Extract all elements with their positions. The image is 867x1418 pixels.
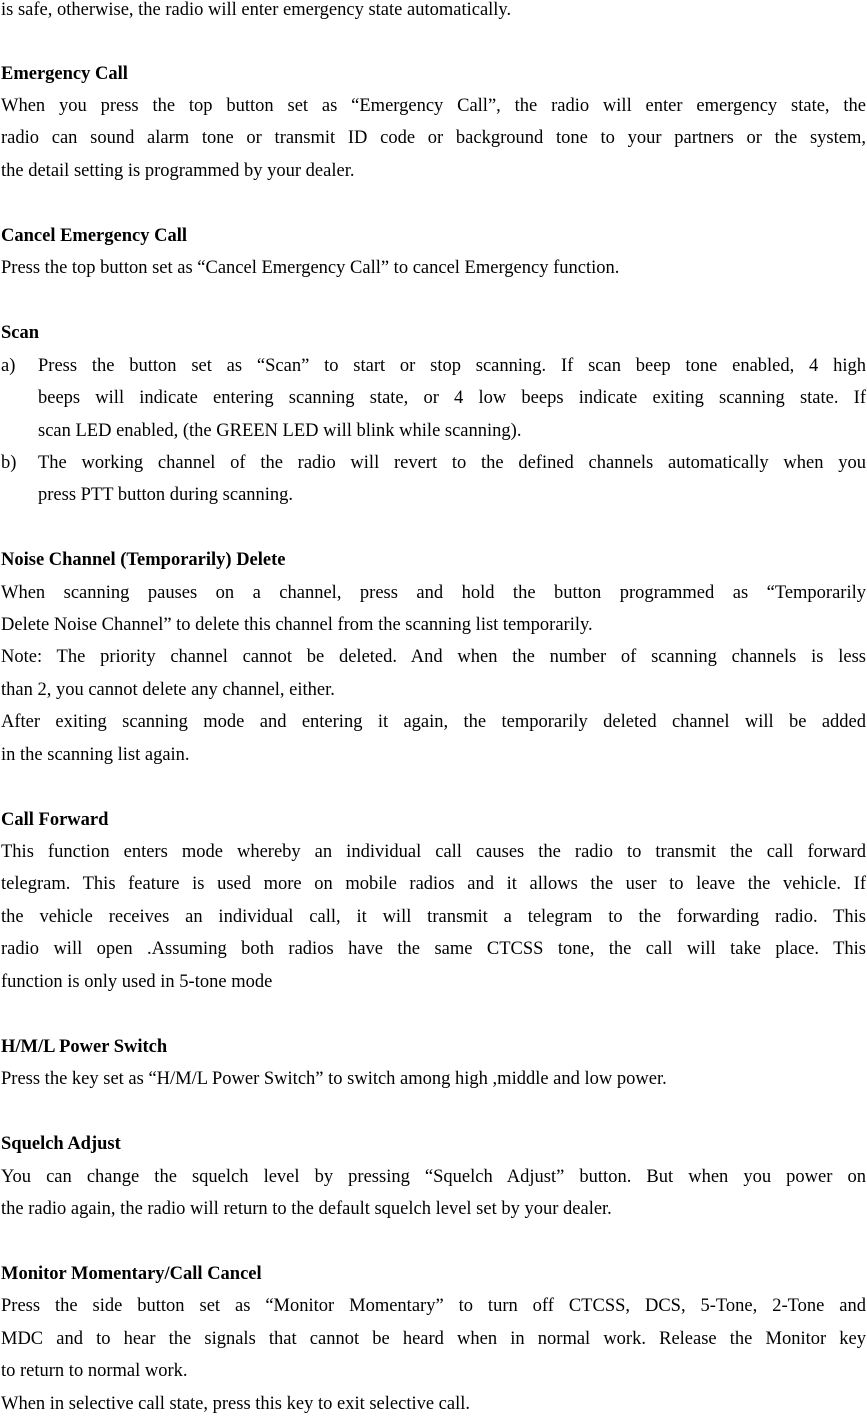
call-forward-line: the vehicle receives an individual call, it will transmit a telegram to the forwarding radio. This [1, 907, 866, 927]
scan-item-b-line: press PTT button during scanning. [38, 485, 294, 505]
cancel-emergency-line: Press the top button set as “Cancel Emergency Call” to cancel Emergency function. [1, 258, 620, 278]
call-forward-line: This function enters mode whereby an individual call causes the radio to transmit the call forward [1, 842, 866, 862]
emergency-call-heading: Emergency Call [1, 64, 128, 84]
squelch-heading: Squelch Adjust [1, 1134, 121, 1154]
scan-item-b-line: The working channel of the radio will revert to the defined channels automatically when you [38, 453, 866, 473]
noise-delete-line: After exiting scanning mode and entering it again, the temporarily deleted channel will be added [1, 712, 866, 732]
monitor-line: Press the side button set as “Monitor Momentary” to turn off CTCSS, DCS, 5-Tone, 2-Tone and [1, 1296, 866, 1316]
call-forward-line: function is only used in 5-tone mode [1, 972, 273, 992]
emergency-call-line: radio can sound alarm tone or transmit ID code or background tone to your partners or the system, [1, 128, 866, 148]
scan-item-a-line: scan LED enabled, (the GREEN LED will blink while scanning). [38, 421, 522, 441]
intro-text: is safe, otherwise, the radio will enter emergency state automatically. [1, 0, 512, 20]
noise-delete-line: Delete Noise Channel” to delete this channel from the scanning list temporarily. [1, 615, 593, 635]
call-forward-heading: Call Forward [1, 810, 109, 830]
emergency-call-line: the detail setting is programmed by your dealer. [1, 161, 355, 181]
scan-item-a-line: Press the button set as “Scan” to start or stop scanning. If scan beep tone enabled, 4 high [38, 356, 866, 376]
noise-delete-line: When scanning pauses on a channel, press and hold the button programmed as “Temporarily [1, 583, 866, 603]
emergency-call-line: When you press the top button set as “Emergency Call”, the radio will enter emergency state, the [1, 96, 866, 116]
monitor-heading: Monitor Momentary/Call Cancel [1, 1264, 262, 1284]
scan-item-b-marker: b) [1, 453, 17, 473]
call-forward-line: telegram. This feature is used more on mobile radios and it allows the user to leave the vehicle. If [1, 874, 866, 894]
noise-delete-line: Note: The priority channel cannot be deleted. And when the number of scanning channels is less [1, 647, 866, 667]
scan-heading: Scan [1, 323, 40, 343]
scan-item-a-line: beeps will indicate entering scanning state, or 4 low beeps indicate exiting scanning state. If [38, 388, 866, 408]
power-switch-heading: H/M/L Power Switch [1, 1037, 168, 1057]
noise-delete-line: than 2, you cannot delete any channel, either. [1, 680, 335, 700]
monitor-line: When in selective call state, press this key to exit selective call. [1, 1394, 471, 1414]
monitor-line: to return to normal work. [1, 1361, 188, 1381]
power-switch-line: Press the key set as “H/M/L Power Switch” to switch among high ,middle and low power. [1, 1069, 667, 1089]
noise-delete-line: in the scanning list again. [1, 745, 190, 765]
squelch-line: the radio again, the radio will return to the default squelch level set by your dealer. [1, 1199, 612, 1219]
noise-delete-heading: Noise Channel (Temporarily) Delete [1, 550, 286, 570]
monitor-line: MDC and to hear the signals that cannot be heard when in normal work. Release the Monitor key [1, 1329, 866, 1349]
scan-item-a-marker: a) [1, 356, 16, 376]
call-forward-line: radio will open .Assuming both radios have the same CTCSS tone, the call will take place. This [1, 939, 866, 959]
squelch-line: You can change the squelch level by pressing “Squelch Adjust” button. But when you power on [1, 1167, 866, 1187]
cancel-emergency-heading: Cancel Emergency Call [1, 226, 187, 246]
